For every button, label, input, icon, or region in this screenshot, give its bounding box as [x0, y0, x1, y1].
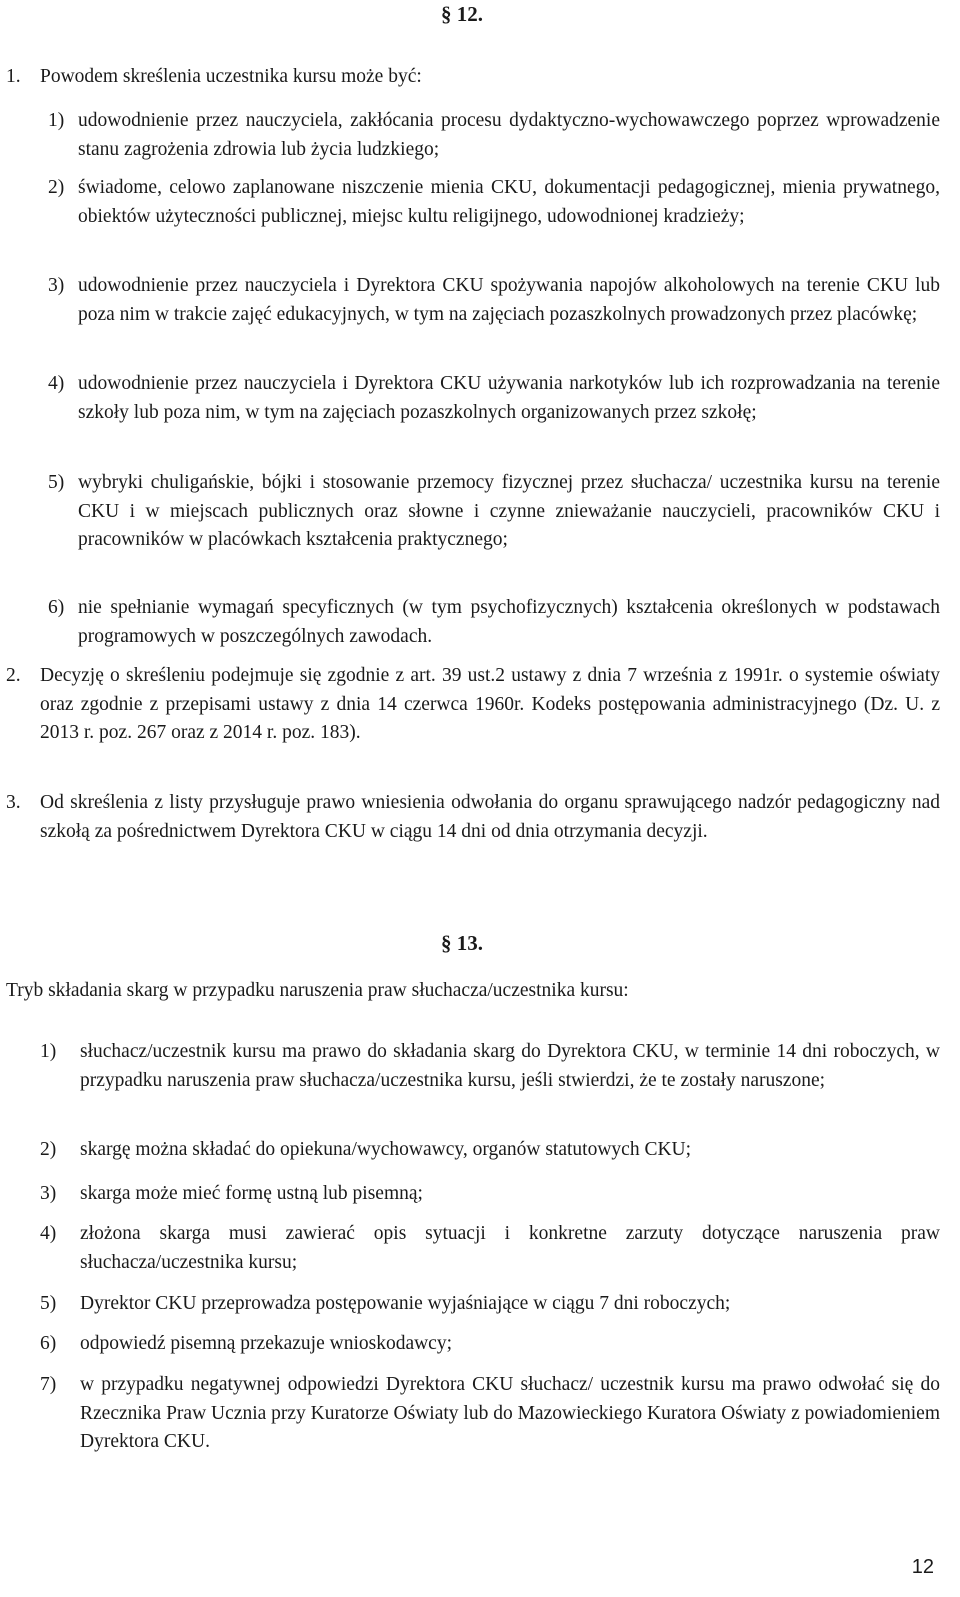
list-item: odpowiedź pisemną przekazuje wnioskodawcy;: [80, 1333, 453, 1354]
list-item: złożona skarga musi zawierać opis sytuacji i konkretne zarzuty dotyczące naruszenia praw słuchacza/uczestnika kursu;: [80, 1223, 940, 1273]
section-12-heading-text: § 12.: [441, 2, 483, 26]
paragraph-2-text: Decyzję o skreśleniu podejmuje się zgodnie z art. 39 ust.2 ustawy z dnia 7 września z 1991r. o systemie oświaty oraz zgodnie z przepisami ustawy z dnia 14 czerwca 1960r. Kodeks postępowania administracyjnego (Dz. U. z 2013 r. poz. 267 oraz z 2014 r. poz. 183).: [40, 665, 940, 743]
list-item: skargę można składać do opiekuna/wychowawcy, organów statutowych CKU;: [80, 1139, 692, 1160]
list-item: udowodnienie przez nauczyciela i Dyrektora CKU spożywania napojów alkoholowych na terenie CKU lub poza nim w trakcie zajęć edukacyjnych, w tym na zajęciach pozaszkolnych prowadzonych przez placówkę;: [78, 275, 940, 325]
page-number: 12: [911, 1556, 934, 1578]
item-number: 7): [40, 1374, 57, 1395]
list-item: świadome, celowo zaplanowane niszczenie mienia CKU, dokumentacji pedagogicznej, mienia prywatnego, obiektów użyteczności publicznej, miejsc kultu religijnego, udowodnionej kradzieży;: [78, 177, 940, 227]
list-item: udowodnienie przez nauczyciela, zakłócania procesu dydaktyczno-wychowawczego poprzez wprowadzenie stanu zagrożenia zdrowia lub życia ludzkiego;: [78, 110, 940, 160]
list-item: skarga może mieć formę ustną lub pisemną;: [80, 1183, 423, 1204]
item-number: 5): [48, 472, 65, 493]
list-item: Dyrektor CKU przeprowadza postępowanie wyjaśniające w ciągu 7 dni roboczych;: [80, 1293, 731, 1314]
list-item: słuchacz/uczestnik kursu ma prawo do składania skarg do Dyrektora CKU, w terminie 14 dni roboczych, w przypadku naruszenia praw słuchacza/uczestnika kursu, jeśli stwierdzi, że te zostały naruszone;: [80, 1041, 940, 1091]
item-number: 4): [40, 1223, 57, 1244]
section-13-heading-text: § 13.: [441, 931, 483, 955]
item-number: 4): [48, 373, 65, 394]
paragraph-2-number: 2.: [6, 665, 21, 686]
list-item: wybryki chuligańskie, bójki i stosowanie przemocy fizycznej przez słuchacza/ uczestnika kursu na terenie CKU i w miejscach publicznych oraz słowne i czynne znieważanie nauczycieli, pracowników CKU i pracowników w placówkach kształcenia praktycznego;: [78, 472, 940, 550]
item-number: 5): [40, 1293, 57, 1314]
paragraph-1-number: 1.: [6, 66, 21, 87]
item-number: 3): [48, 275, 65, 296]
item-number: 2): [40, 1139, 57, 1160]
paragraph-3-number: 3.: [6, 792, 21, 813]
list-item: nie spełnianie wymagań specyficznych (w tym psychofizycznych) kształcenia określonych w podstawach programowych w poszczególnych zawodach.: [78, 597, 940, 647]
item-number: 2): [48, 177, 65, 198]
item-number: 1): [40, 1041, 57, 1062]
list-item: udowodnienie przez nauczyciela i Dyrektora CKU używania narkotyków lub ich rozprowadzania na terenie szkoły lub poza nim, w tym na zajęciach pozaszkolnych organizowanych przez szkołę;: [78, 373, 940, 423]
item-number: 3): [40, 1183, 57, 1204]
item-number: 1): [48, 110, 65, 131]
paragraph-3-text: Od skreślenia z listy przysługuje prawo wniesienia odwołania do organu sprawującego nadzór pedagogiczny nad szkołą za pośrednictwem Dyrektora CKU w ciągu 14 dni od dnia otrzymania decyzji.: [40, 792, 940, 842]
list-item: w przypadku negatywnej odpowiedzi Dyrektora CKU słuchacz/ uczestnik kursu ma prawo odwołać się do Rzecznika Praw Ucznia przy Kuratorze Oświaty lub do Mazowieckiego Kuratora Oświaty z powiadomieniem Dyrektora CKU.: [80, 1374, 940, 1452]
item-number: 6): [40, 1333, 57, 1354]
item-number: 6): [48, 597, 65, 618]
paragraph-1-text: Powodem skreślenia uczestnika kursu może być:: [40, 66, 422, 87]
section-13-intro: Tryb składania skarg w przypadku naruszenia praw słuchacza/uczestnika kursu:: [6, 980, 629, 1001]
